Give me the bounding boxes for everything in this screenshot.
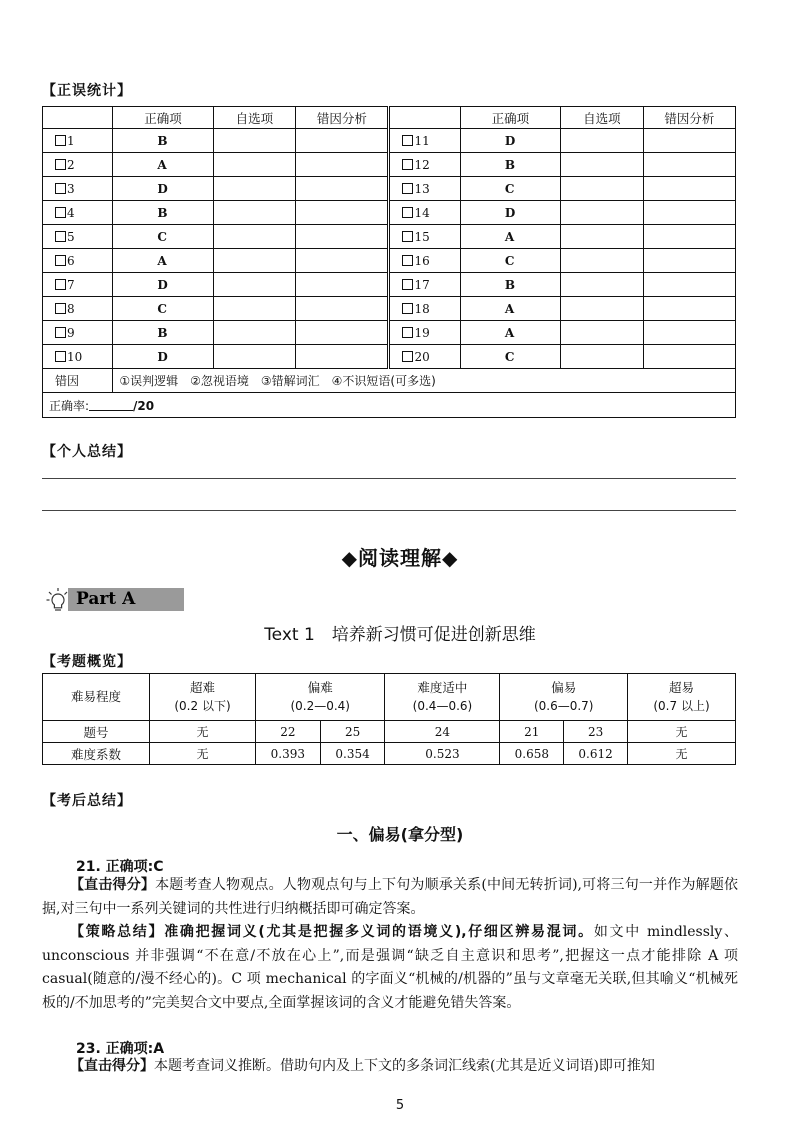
question-number-cell — [389, 177, 460, 201]
question-number-cell — [43, 297, 113, 321]
correct-answer-cell: D — [460, 201, 560, 225]
difficulty-coefficient-row — [43, 743, 736, 765]
question-number-cell — [389, 249, 460, 273]
error-analysis-cell[interactable] — [643, 225, 735, 249]
error-analysis-cell[interactable] — [296, 345, 389, 369]
table-row — [43, 345, 736, 369]
question-number: 15 — [414, 229, 430, 244]
q21-p2-bold: 准确把握词义(尤其是把握多义词的语境义),仔细区辨易混词。 — [164, 924, 594, 940]
question-number-cell — [389, 153, 460, 177]
correct-answer-cell: A — [460, 225, 560, 249]
error-analysis-cell[interactable] — [643, 297, 735, 321]
difficulty-level — [256, 674, 385, 721]
correct-answer-cell: B — [113, 129, 213, 153]
question-number-cell — [389, 321, 460, 345]
self-choice-cell[interactable] — [561, 177, 644, 201]
error-cause-row — [43, 369, 736, 393]
correct-answer-cell: A — [113, 249, 213, 273]
table-cell: 无 — [628, 721, 736, 743]
level-range: (0.2 以下) — [174, 699, 231, 713]
correct-answer-cell: B — [113, 201, 213, 225]
difficulty-level — [385, 674, 500, 721]
question-number-cell — [389, 345, 460, 369]
correct-answer-cell: C — [460, 249, 560, 273]
answer-table — [42, 106, 736, 418]
correct-answer-cell: C — [460, 345, 560, 369]
error-analysis-cell[interactable] — [643, 321, 735, 345]
part-label: Part A — [68, 588, 184, 611]
level-name: 超易 — [668, 680, 694, 695]
question-number-cell — [43, 129, 113, 153]
table-cell: 23 — [564, 721, 628, 743]
error-cause-options: ①误判逻辑 ②忽视语境 ③错解词汇 ④不识短语(可多选) — [113, 369, 736, 393]
self-choice-cell[interactable] — [213, 297, 296, 321]
after-heading: 【考后总结】 — [42, 793, 132, 809]
self-choice-cell[interactable] — [213, 177, 296, 201]
accuracy-total: /20 — [133, 398, 155, 413]
error-analysis-cell[interactable] — [296, 177, 389, 201]
table-row — [43, 225, 736, 249]
table-cell: 24 — [385, 721, 500, 743]
table-cell: 21 — [500, 721, 564, 743]
error-cause-label: 错因 — [43, 369, 113, 393]
accuracy-label: 正确率: — [49, 398, 90, 413]
summary-heading: 【个人总结】 — [42, 444, 132, 460]
stats-heading: 【正误统计】 — [42, 83, 132, 99]
accuracy-cell — [43, 393, 736, 418]
error-analysis-cell[interactable] — [643, 177, 735, 201]
checkbox-icon[interactable] — [402, 327, 413, 338]
answer-table-header — [43, 107, 736, 129]
q23-p1-text: 本题考查词义推断。借助句内及上下文的多条词汇线索(尤其是近义词语)即可推知 — [154, 1058, 655, 1074]
text-title: Text 1 培养新习惯可促进创新思维 — [264, 625, 536, 645]
table-row — [43, 249, 736, 273]
table-row — [43, 153, 736, 177]
question-number: 19 — [414, 325, 430, 340]
question-number: 20 — [414, 349, 430, 364]
table-row — [43, 129, 736, 153]
level-range: (0.2—0.4) — [290, 699, 350, 713]
question-number-cell — [43, 321, 113, 345]
correct-answer-cell: B — [113, 321, 213, 345]
self-choice-cell[interactable] — [561, 129, 644, 153]
header-cell: 错因分析 — [296, 107, 389, 129]
lightbulb-icon — [46, 587, 70, 613]
table-cell: 0.354 — [320, 743, 385, 765]
question-number-cell — [43, 225, 113, 249]
checkbox-icon[interactable] — [402, 183, 413, 194]
self-choice-cell[interactable] — [213, 321, 296, 345]
correct-answer-cell: D — [113, 177, 213, 201]
difficulty-table — [42, 673, 736, 765]
checkbox-icon[interactable] — [55, 159, 66, 170]
correct-answer-cell: D — [113, 345, 213, 369]
table-cell: 22 — [256, 721, 321, 743]
question-number-cell — [43, 201, 113, 225]
error-analysis-cell[interactable] — [296, 225, 389, 249]
checkbox-icon[interactable] — [402, 159, 413, 170]
header-cell — [43, 107, 113, 129]
question-number: 8 — [67, 301, 75, 316]
level-name: 超难 — [189, 680, 215, 695]
table-cell: 25 — [320, 721, 385, 743]
checkbox-icon[interactable] — [402, 255, 413, 266]
self-choice-cell[interactable] — [561, 273, 644, 297]
error-analysis-cell[interactable] — [643, 129, 735, 153]
question-number-cell — [43, 273, 113, 297]
overview-heading: 【考题概览】 — [42, 654, 132, 670]
correct-answer-cell: C — [460, 177, 560, 201]
checkbox-icon[interactable] — [55, 207, 66, 218]
header-cell: 自选项 — [561, 107, 644, 129]
self-choice-cell[interactable] — [213, 225, 296, 249]
header-cell: 正确项 — [113, 107, 213, 129]
difficulty-level — [500, 674, 628, 721]
correct-answer-cell: B — [460, 273, 560, 297]
section-title: ◆阅读理解◆ — [341, 546, 459, 570]
correct-answer-cell: D — [460, 129, 560, 153]
correct-answer-cell: D — [113, 273, 213, 297]
table-cell: 无 — [150, 721, 256, 743]
header-cell: 错因分析 — [643, 107, 735, 129]
q21-p1-tag: 【直击得分】 — [70, 877, 156, 893]
checkbox-icon[interactable] — [55, 183, 66, 194]
q21-heading: 21. 正确项:C — [76, 859, 164, 875]
question-number-cell — [43, 153, 113, 177]
error-analysis-cell[interactable] — [296, 153, 389, 177]
q21-paragraph-1 — [42, 874, 738, 1015]
checkbox-icon[interactable] — [402, 231, 413, 242]
error-analysis-cell[interactable] — [296, 129, 389, 153]
self-choice-cell[interactable] — [561, 153, 644, 177]
question-number: 4 — [67, 205, 75, 220]
checkbox-icon[interactable] — [55, 303, 66, 314]
self-choice-cell[interactable] — [561, 297, 644, 321]
level-name: 偏难 — [307, 680, 333, 695]
error-analysis-cell[interactable] — [643, 345, 735, 369]
question-number: 14 — [414, 205, 430, 220]
question-number: 10 — [67, 349, 83, 364]
correct-answer-cell: C — [113, 225, 213, 249]
question-number: 13 — [414, 181, 430, 196]
header-cell: 正确项 — [460, 107, 560, 129]
correct-answer-cell: A — [460, 297, 560, 321]
self-choice-cell[interactable] — [561, 201, 644, 225]
checkbox-icon[interactable] — [402, 351, 413, 362]
question-number: 6 — [67, 253, 75, 268]
question-number-cell — [389, 273, 460, 297]
table-row — [43, 297, 736, 321]
error-analysis-cell[interactable] — [643, 201, 735, 225]
question-number: 16 — [414, 253, 430, 268]
level-name: 偏易 — [551, 680, 577, 695]
correct-answer-cell: C — [113, 297, 213, 321]
checkbox-icon[interactable] — [55, 327, 66, 338]
question-number: 1 — [67, 133, 75, 148]
summary-line-1 — [42, 478, 736, 479]
error-analysis-cell[interactable] — [643, 153, 735, 177]
self-choice-cell[interactable] — [213, 345, 296, 369]
error-analysis-cell[interactable] — [296, 297, 389, 321]
error-analysis-cell[interactable] — [643, 249, 735, 273]
q21-p2-text: 如文中 mindlessly、unconscious 并非强调“不在意/不放在心上”,而是强调“缺乏自主意识和思考”,把握这一点才能排除 A 项 casual(随意的/漫不经心的)。C 项 mechanical 的字面义“机械的/机器的”虽与文章毫无关联,但其喻义“机械死板的/不加思考的”完美契合文中要点,全面掌握该词的含义才能避免错失答案。 — [42, 924, 738, 1011]
question-number: 11 — [414, 133, 430, 148]
self-choice-cell[interactable] — [561, 321, 644, 345]
q23-paragraph-1 — [42, 1055, 738, 1079]
row-label: 难度系数 — [43, 743, 150, 765]
checkbox-icon[interactable] — [402, 207, 413, 218]
self-choice-cell[interactable] — [213, 153, 296, 177]
error-analysis-cell[interactable] — [296, 201, 389, 225]
table-cell: 0.393 — [256, 743, 321, 765]
table-cell: 0.658 — [500, 743, 564, 765]
subsection-title: 一、偏易(拿分型) — [336, 825, 464, 844]
question-number: 3 — [67, 181, 75, 196]
header-cell: 自选项 — [213, 107, 296, 129]
checkbox-icon[interactable] — [55, 351, 66, 362]
correct-answer-cell: A — [460, 321, 560, 345]
difficulty-level — [150, 674, 256, 721]
question-number: 2 — [67, 157, 75, 172]
table-cell: 无 — [628, 743, 736, 765]
table-cell: 0.612 — [564, 743, 628, 765]
header-cell — [389, 107, 460, 129]
checkbox-icon[interactable] — [402, 279, 413, 290]
question-number-cell — [43, 345, 113, 369]
question-number-cell — [43, 249, 113, 273]
q23-p1-tag: 【直击得分】 — [70, 1058, 154, 1074]
correct-answer-cell: A — [113, 153, 213, 177]
question-number-cell — [389, 129, 460, 153]
self-choice-cell[interactable] — [561, 345, 644, 369]
level-range: (0.7 以上) — [653, 699, 710, 713]
question-number-cell — [389, 201, 460, 225]
q23-heading: 23. 正确项:A — [76, 1041, 165, 1057]
question-number-row — [43, 721, 736, 743]
question-number-cell — [389, 297, 460, 321]
self-choice-cell[interactable] — [213, 249, 296, 273]
checkbox-icon[interactable] — [55, 231, 66, 242]
difficulty-corner: 难易程度 — [43, 674, 150, 721]
checkbox-icon[interactable] — [402, 135, 413, 146]
level-name: 难度适中 — [417, 680, 468, 695]
error-analysis-cell[interactable] — [296, 273, 389, 297]
table-row — [43, 201, 736, 225]
checkbox-icon[interactable] — [55, 135, 66, 146]
correct-answer-cell: B — [460, 153, 560, 177]
table-row — [43, 177, 736, 201]
error-analysis-cell[interactable] — [296, 321, 389, 345]
table-cell: 0.523 — [385, 743, 500, 765]
self-choice-cell[interactable] — [561, 249, 644, 273]
table-cell: 无 — [150, 743, 256, 765]
level-range: (0.4—0.6) — [412, 699, 473, 713]
self-choice-cell[interactable] — [213, 129, 296, 153]
self-choice-cell[interactable] — [213, 273, 296, 297]
difficulty-level — [628, 674, 736, 721]
question-number: 17 — [414, 277, 430, 292]
question-number: 9 — [67, 325, 75, 340]
error-analysis-cell[interactable] — [643, 273, 735, 297]
checkbox-icon[interactable] — [55, 279, 66, 290]
checkbox-icon[interactable] — [55, 255, 66, 266]
q21-p2-tag: 【策略总结】 — [70, 924, 165, 940]
self-choice-cell[interactable] — [213, 201, 296, 225]
table-row — [43, 273, 736, 297]
question-number-cell — [389, 225, 460, 249]
summary-line-2 — [42, 510, 736, 511]
question-number: 7 — [67, 277, 75, 292]
error-analysis-cell[interactable] — [296, 249, 389, 273]
q21-p1-text: 本题考查人物观点。人物观点句与上下句为顺承关系(中间无转折词),可将三句一并作为解题依据,对三句中一系列关键词的共性进行归纳概括即可确定答案。 — [42, 877, 739, 917]
accuracy-blank-field[interactable] — [89, 399, 133, 411]
question-number: 5 — [67, 229, 75, 244]
checkbox-icon[interactable] — [402, 303, 413, 314]
level-range: (0.6—0.7) — [533, 699, 594, 713]
question-number-cell — [43, 177, 113, 201]
page-number: 5 — [395, 1098, 405, 1113]
self-choice-cell[interactable] — [561, 225, 644, 249]
accuracy-row — [43, 393, 736, 418]
row-label: 题号 — [43, 721, 150, 743]
table-row — [43, 321, 736, 345]
question-number: 18 — [414, 301, 430, 316]
question-number: 12 — [414, 157, 430, 172]
